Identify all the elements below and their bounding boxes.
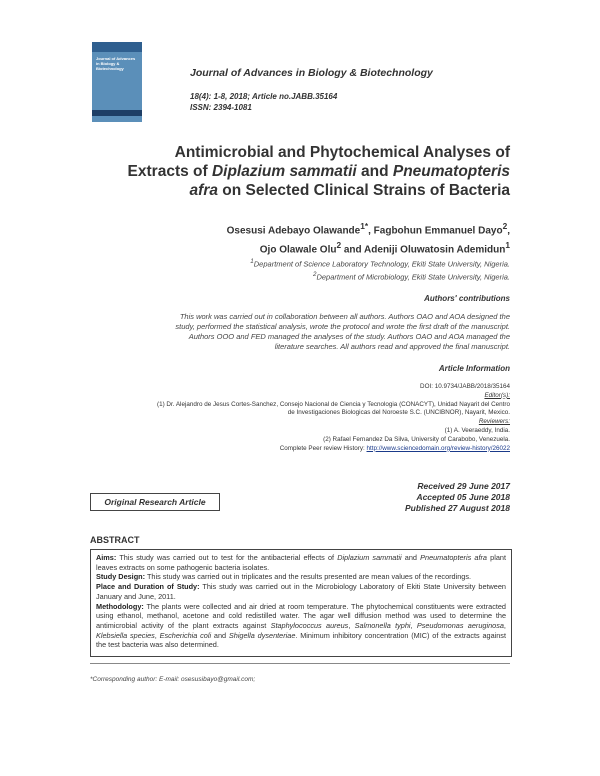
abstract-aims bbox=[96, 553, 506, 572]
corresponding-author-footnote: *Corresponding author: E-mail: osesusibayo@gmail.com; bbox=[90, 676, 256, 683]
organism-name: Klebsiella species bbox=[96, 630, 155, 640]
title-species: Diplazium sammatii bbox=[211, 163, 357, 180]
abstract-span: This study was carried out to test for the antibacterial effects of bbox=[116, 553, 338, 562]
cover-band bbox=[92, 42, 142, 52]
issn-line: ISSN: 2394-1081 bbox=[190, 103, 252, 112]
author-name: Ojo Olawale Olu bbox=[259, 244, 337, 256]
title-text: and bbox=[356, 163, 393, 180]
abstract-span: This study was carried out in the Microbiology Laboratory of Ekiti State University between January and June, 2011. bbox=[96, 582, 506, 601]
design-label: Study Design: bbox=[96, 572, 146, 582]
contrib-line: study, performed the statistical analysis, wrote the protocol and wrote the first draft of the manuscript. bbox=[175, 322, 510, 331]
methodology-label: Methodology: bbox=[96, 601, 144, 611]
affiliation-1 bbox=[90, 257, 510, 270]
abstract-span: , bbox=[503, 620, 506, 630]
abstract-span: . Minimum inhibitory concentration (MIC) of the extracts against the test bacteria was also determined. bbox=[96, 630, 506, 650]
author-name: and Adeniji Oluwatosin Ademidun bbox=[341, 244, 506, 256]
affiliations bbox=[90, 257, 510, 282]
abstract-span: and bbox=[211, 630, 229, 640]
affil-text: Department of Science Laboratory Technology, Ekiti State University, Nigeria. bbox=[253, 259, 510, 269]
organism-name: Escherichia coli bbox=[159, 630, 212, 640]
abstract-span: , bbox=[154, 630, 160, 640]
authors-line-2 bbox=[90, 238, 510, 257]
article-info bbox=[90, 383, 510, 453]
article-type-box: Original Research Article bbox=[90, 493, 220, 511]
authors-line-1: Osesusi Adebayo Olawande$^{1*}$, Fagbohun Emmanuel Dayo$^2$, bbox=[226, 221, 510, 237]
reviewer-1: (1) A. Veeraeddy, India. bbox=[444, 426, 510, 434]
editors-label: Editor(s): bbox=[484, 391, 510, 399]
journal-meta bbox=[190, 91, 337, 113]
article-info-heading: Article Information bbox=[438, 364, 510, 373]
abstract-span: and bbox=[401, 553, 421, 562]
abstract-span: This study was carried out in triplicates and the results presented are mean values of the recordings. bbox=[145, 572, 472, 582]
affiliation-2 bbox=[90, 270, 510, 283]
article-title bbox=[90, 143, 510, 200]
review-history bbox=[90, 445, 510, 454]
title-text: on Selected Clinical Strains of Bacteria bbox=[217, 182, 510, 199]
cover-bar bbox=[92, 110, 142, 116]
organism-name: Shigella dysenteriae bbox=[228, 630, 296, 640]
abstract-text bbox=[96, 553, 506, 650]
abstract-place bbox=[96, 582, 506, 601]
journal-cover-image bbox=[92, 42, 142, 122]
abstract-span: The plants were collected and air dried at room temperature. The phytochemical constituents were extracted using ethanol, methanol, acetone and cold redistilled water. The agar well diffusion method was used to determine the antimicrobial activity of the plant extracts against bbox=[96, 601, 506, 630]
title-line-3 bbox=[90, 181, 510, 200]
affil-number: 2 bbox=[312, 270, 317, 278]
author-affil-mark: 2 bbox=[336, 240, 342, 251]
published-date: Published 27 August 2018 bbox=[404, 503, 510, 513]
editor-1b: de Investigaciones Biologicas del Noroeste S.C. (UNCIBNOR), Nayarit, Mexico. bbox=[287, 409, 510, 417]
journal-name: Journal of Advances in Biology & Biotechnology bbox=[190, 67, 433, 79]
reviewer-2: (2) Rafael Fernandez Da Silva, University of Carabobo, Venezuela. bbox=[323, 435, 510, 443]
organism-name: Salmonella typhi bbox=[354, 620, 411, 630]
contrib-line: literature searches. All authors read and approved the final manuscript. bbox=[274, 342, 510, 351]
author-affil-mark: 2 bbox=[502, 221, 508, 231]
author-affil-mark: 1* bbox=[360, 221, 369, 231]
footnote-divider bbox=[90, 663, 510, 664]
abstract-heading: ABSTRACT bbox=[90, 535, 140, 545]
aims-label: Aims: bbox=[96, 553, 117, 562]
organism-name: Pseudomonas aeruginosa bbox=[416, 620, 504, 630]
affil-text: Department of Microbiology, Ekiti State University, Nigeria. bbox=[316, 272, 510, 281]
cover-title: Journal of Advances in Biology & Biotechnology bbox=[96, 56, 136, 71]
title-line-2 bbox=[90, 162, 510, 181]
author-affil-mark: 1 bbox=[505, 240, 510, 251]
dates bbox=[300, 481, 510, 514]
species-name: Pneumatopteris afra bbox=[420, 553, 487, 562]
title-line-1: Antimicrobial and Phytochemical Analyses of bbox=[174, 144, 510, 161]
species-name: Diplazium sammatii bbox=[337, 553, 402, 562]
editor-1a: (1) Dr. Alejandro de Jesus Cortes-Sanchez, Consejo Nacional de Ciencia y Tecnologia (CONACYT), Unidad Nayarit del Centro bbox=[156, 400, 510, 408]
abstract-design bbox=[96, 572, 506, 582]
abstract-span: , bbox=[410, 620, 417, 630]
place-label: Place and Duration of Study: bbox=[96, 582, 200, 592]
contributions-heading: Authors' contributions bbox=[424, 294, 510, 303]
contributions-text bbox=[90, 312, 510, 352]
review-history-link[interactable]: http://www.sciencedomain.org/review-history/26022 bbox=[366, 444, 510, 452]
authors bbox=[90, 219, 510, 258]
contrib-line: Authors OOO and FED managed the analyses of the study. Authors OAO and AOA managed the bbox=[188, 332, 510, 341]
organism-name: Staphylococcus aureus bbox=[270, 620, 349, 630]
author-name: , Fagbohun Emmanuel Dayo bbox=[368, 225, 503, 237]
title-species: afra bbox=[189, 182, 218, 199]
contrib-line: This work was carried out in collaboration between all authors. Authors OAO and AOA designed the bbox=[179, 312, 510, 321]
doi: DOI: 10.9734/JABB/2018/35164 bbox=[420, 383, 510, 390]
abstract-span: , bbox=[348, 620, 355, 630]
received-date: Received 29 June 2017 bbox=[417, 481, 510, 491]
title-text: Extracts of bbox=[127, 163, 212, 180]
affil-number: 1 bbox=[250, 258, 254, 265]
abstract-span: plant leaves extracts on some pathogenic bacteria isolates. bbox=[96, 553, 506, 572]
volume-line: 18(4): 1-8, 2018; Article no.JABB.35164 bbox=[190, 92, 338, 101]
reviewers-label: Reviewers: bbox=[478, 418, 510, 426]
abstract-methodology bbox=[96, 602, 506, 651]
history-label: Complete Peer review History: bbox=[279, 444, 367, 452]
author-name: Osesusi Adebayo Olawande bbox=[226, 225, 361, 237]
accepted-date: Accepted 05 June 2018 bbox=[416, 492, 510, 502]
title-species: Pneumatopteris bbox=[392, 163, 510, 180]
